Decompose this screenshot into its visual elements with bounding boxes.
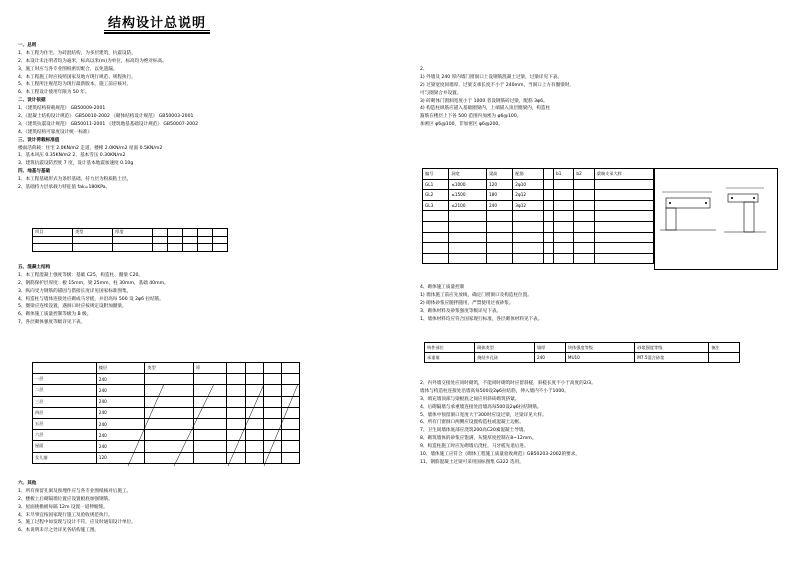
- note-line: 2) 砌体砂浆应随拌随用，严禁使用过夜砂浆。: [420, 300, 514, 306]
- note-line: 5、墙体中预留洞口宽度大于300时应设过梁，过梁详见大样。: [420, 412, 547, 418]
- note-line: 6、本工程设计使用年限为 50 年。: [18, 90, 90, 96]
- note-line: 3) 砖砌体门窗洞宽度小于 1000 者设钢筋砖过梁，配筋 3φ6。: [420, 98, 548, 104]
- table-cell: [183, 236, 198, 244]
- table-cell: [554, 243, 574, 254]
- note-line: 可与圈梁合并设置。: [420, 90, 462, 96]
- table-cell: [513, 243, 544, 254]
- table-cell: [594, 211, 653, 222]
- table-cell: [544, 243, 554, 254]
- table-header-cell: [198, 229, 213, 237]
- note-line: 加密区 φ6@100，非加密区 φ6@200。: [420, 122, 503, 128]
- note-line: 5、施工过程中如发现与设计不符，应及时通知设计单位。: [18, 520, 136, 526]
- table-cell: [449, 211, 487, 222]
- note-line: 2、《混凝土结构设计规范》 GB50010-2002 《砌体结构设计规范》 GB50003-2001: [18, 114, 194, 120]
- table-cell: [73, 244, 113, 252]
- note-line: 6、所有门窗洞口两侧应设置构造柱或混凝土边框。: [420, 420, 524, 426]
- table-header-cell: b2: [574, 169, 594, 180]
- table-cell: 承重墙: [425, 353, 475, 363]
- table-cell: 一层: [33, 374, 97, 385]
- table-cell: 240: [96, 396, 145, 407]
- note-line: 3、施工时应与各专业图纸密切配合，以免遗漏。: [18, 66, 118, 72]
- note-line: 1、本工程基础形式为条形基础，持力层为粉质粘土层。: [18, 177, 132, 183]
- table-cell: GL3: [423, 200, 449, 211]
- lintel-support-detail: [656, 176, 776, 256]
- note-line: 1、基本风压 0.35KN/m2 2、基本雪压 0.30KN/m2: [18, 153, 126, 159]
- note-line: 3、建筑抗震设防烈度 7 度，设计基本地震加速度 0.10g: [18, 161, 134, 167]
- note-line: 五、混凝土结构: [18, 265, 51, 270]
- table-cell: [33, 244, 73, 252]
- table-cell: [554, 232, 574, 243]
- note-line: 4、砌体施工质量控制: [420, 285, 465, 290]
- note-line: 箍筋在楼层上下各 500 范围内加密为 φ6@100。: [420, 114, 522, 120]
- table-header-cell: [183, 229, 198, 237]
- table-cell: [513, 232, 544, 243]
- title-underline: [104, 30, 210, 31]
- note-line: 2、: [420, 67, 428, 72]
- table-cell: 240: [486, 200, 512, 211]
- table-cell: [554, 211, 574, 222]
- note-line: 1) 墙体施工前应先放线，确定门窗洞口及构造柱位置。: [420, 292, 532, 298]
- table-header-cell: 配筋: [513, 169, 544, 180]
- table-cell: [554, 200, 574, 211]
- table-cell: [449, 221, 487, 232]
- drawing-title: 结构设计总说明: [108, 16, 207, 31]
- table-header-cell: [168, 229, 183, 237]
- table-header-cell: [213, 229, 228, 237]
- table-cell: MU10: [565, 353, 634, 363]
- table-cell: 屋面: [33, 441, 97, 452]
- table-cell: [554, 190, 574, 201]
- note-line: 9、构造柱施工时应先砌墙后浇柱，马牙槎先退后进。: [420, 444, 529, 450]
- note-line: 4、构造柱与墙体连接处应砌成马牙槎，并沿高每 500 设 2φ6 拉结筋。: [18, 296, 164, 302]
- table-cell: ≤1500: [449, 190, 487, 201]
- table-row: [425, 353, 740, 363]
- table-cell: [513, 253, 544, 264]
- table-cell: [544, 232, 554, 243]
- note-line: 2、基础持力层承载力特征值 fak=180KPa。: [18, 185, 111, 191]
- table-header-row: [425, 343, 740, 353]
- table-cell: [486, 232, 512, 243]
- note-line: 二、设计依据: [18, 98, 46, 104]
- note-line: 2、内外墙交接处应同时砌筑，不能同时砌筑时应留斜槎，斜槎长度不小于高度的2/3。: [420, 381, 596, 386]
- table-cell: 2φ12: [513, 190, 544, 201]
- table-header-cell: 砂浆强度等级: [635, 343, 709, 353]
- note-line: 6、砌体施工质量控制等级为 B 级。: [18, 312, 92, 318]
- table-cell: [544, 179, 554, 190]
- table-cell: 五层: [33, 418, 97, 429]
- note-line: 11、钢筋混凝土过梁可采用国标图集 G322 选用。: [420, 459, 524, 465]
- table-cell: [113, 236, 153, 244]
- note-line: 4) 构造柱纵筋应锚入基础圈梁内，上端锚入顶层圈梁内，构造柱: [420, 106, 551, 112]
- note-line: 10、墙体施工应符合《砌体工程施工质量验收规范》GB50203-2002的要求。: [420, 452, 580, 458]
- note-line: 2) 过梁宽度同墙厚，过梁支承长度不小于 240mm，当洞口上方有圈梁时，: [420, 82, 574, 88]
- table-cell: 厚: [193, 363, 226, 374]
- table-row: [423, 179, 654, 190]
- table-cell: 六层: [33, 430, 97, 441]
- table-cell: [168, 236, 183, 244]
- table-cell: [486, 243, 512, 254]
- note-line: 三、设计荷载标准值: [18, 137, 60, 143]
- table-cell: [594, 190, 653, 201]
- table-cell: 类型: [145, 363, 194, 374]
- table-cell: 240: [96, 418, 145, 429]
- table-cell: [198, 236, 213, 244]
- table-row: [33, 244, 228, 252]
- table-cell: [33, 236, 73, 244]
- table-cell: 四层: [33, 407, 97, 418]
- note-line: 墙体与构造柱连接处沿墙高每500设2φ6拉结筋，伸入墙内不小于1000。: [420, 388, 569, 394]
- table-cell: [594, 200, 653, 211]
- table-cell: 240: [96, 374, 145, 385]
- note-line: 2、钢筋保护层厚度：板 15mm，梁 25mm，柱 30mm，基础 40mm。: [18, 280, 169, 286]
- table-header-cell: [544, 169, 554, 180]
- table-cell: [574, 211, 594, 222]
- table-cell: [423, 211, 449, 222]
- note-line: 6、本说明未尽之处详见各结构施工图。: [18, 528, 100, 534]
- note-line: 5、圈梁应连续设置，遇洞口时应按规定设附加圈梁。: [18, 304, 127, 310]
- table-cell: 120: [96, 452, 145, 463]
- note-line: 7、各层砌体强度等级详见下表。: [18, 320, 86, 326]
- table-cell: [594, 243, 653, 254]
- table-cell: [513, 211, 544, 222]
- note-line: 3、填充墙顶部与梁板底之间应用斜砖砌筑挤紧。: [420, 396, 520, 402]
- table-cell: [486, 253, 512, 264]
- table-header-cell: 块体强度等级: [565, 343, 634, 353]
- table-header-row: [423, 169, 654, 180]
- left-notes-block-3: [18, 480, 136, 535]
- right-notes-block-1: [420, 66, 574, 129]
- note-line: 一、总则: [18, 43, 37, 48]
- table-cell: [594, 253, 653, 264]
- note-line: 2、本设计未注明者均为毫米，标高以米(m)为单位，标高均为绝对标高。: [18, 58, 167, 64]
- table-cell: [574, 253, 594, 264]
- table-cell: [544, 221, 554, 232]
- table-cell: 240: [96, 385, 145, 396]
- table-cell: [486, 211, 512, 222]
- table-cell: ≤2100: [449, 200, 487, 211]
- table-header-cell: 梁端支承大样: [594, 169, 653, 180]
- note-line: 5、本工程所注规范均为现行最新版本，施工前应核对。: [18, 82, 132, 88]
- table-cell: 三层: [33, 396, 97, 407]
- table-cell: [574, 221, 594, 232]
- note-line: 4、后砌隔墙与承重墙连接处沿墙高每500设2φ6拉结钢筋。: [420, 404, 542, 410]
- table-cell: [198, 244, 213, 252]
- table-cell: [168, 244, 183, 252]
- table-cell: [423, 221, 449, 232]
- note-line: 3、屋面挑檐板每隔 12m 设置一道伸缩缝。: [18, 504, 108, 510]
- right-notes-block-3: [420, 380, 596, 467]
- table-cell: 120: [486, 179, 512, 190]
- table-row: [423, 232, 654, 243]
- table-cell: [113, 244, 153, 252]
- table-cell: [544, 200, 554, 211]
- table-cell: 240: [534, 353, 565, 363]
- table-cell: [544, 253, 554, 264]
- table-cell: M7.5混合砂浆: [635, 353, 709, 363]
- table-row: [423, 221, 654, 232]
- table-cell: [554, 179, 574, 190]
- note-line: 楼面活荷载：住宅 2.0KN/m2 走道、楼梯 2.0KN/m2 屋面 0.5KN/m2: [18, 145, 163, 151]
- table-cell: [554, 221, 574, 232]
- table-cell: [153, 236, 168, 244]
- note-line: 六、其他: [18, 481, 37, 486]
- left-notes-block-2: [18, 264, 169, 327]
- table-cell: [574, 200, 594, 211]
- table-cell: 180: [486, 190, 512, 201]
- table-cell: [449, 232, 487, 243]
- note-line: 4、本工程施工时应按照国家及地方现行规范、规程执行。: [18, 74, 136, 80]
- masonry-material-table: [424, 342, 740, 363]
- table-header-cell: 梁高: [486, 169, 512, 180]
- table-cell: 楼层: [96, 363, 145, 374]
- table-row: [423, 190, 654, 201]
- table-cell: [449, 253, 487, 264]
- table-header-cell: 项目: [33, 229, 73, 237]
- note-line: 1、所有预留孔洞及预埋件应与各专业图纸核对后施工。: [18, 488, 132, 494]
- note-line: 2、楼板上后砌隔墙位置应设置板底加强钢筋。: [18, 496, 113, 502]
- table-header-cell: b1: [554, 169, 574, 180]
- table-header-cell: 编号: [423, 169, 449, 180]
- note-line: 3、《建筑抗震设计规范》 GB50011-2001 《建筑地基基础设计规范》 GB50007-2002: [18, 121, 199, 127]
- table-row: [423, 253, 654, 264]
- table-header-cell: 备注: [709, 343, 740, 353]
- wind-load-table: [32, 228, 228, 252]
- table-cell: [594, 179, 653, 190]
- left-notes-block-1: [18, 42, 198, 192]
- table-cell: GL2: [423, 190, 449, 201]
- table-cell: [594, 221, 653, 232]
- table-header-cell: 洞宽: [449, 169, 487, 180]
- table-cell: [574, 179, 594, 190]
- table-header-cell: 墙厚: [534, 343, 565, 353]
- table-cell: 3φ12: [513, 200, 544, 211]
- table-cell: [423, 243, 449, 254]
- note-line: 8、砌筑墙体的砂浆应饱满，灰缝厚度控制在8~12mm。: [420, 436, 537, 442]
- table-cell: [544, 211, 554, 222]
- table-cell: [449, 243, 487, 254]
- table-cell: 女儿墙: [33, 452, 97, 463]
- table-header-row: [33, 229, 228, 237]
- table-cell: [423, 232, 449, 243]
- table-cell: [153, 244, 168, 252]
- note-line: 1、《建筑结构荷载规范》 GB50009-2001: [18, 106, 106, 112]
- table-cell: [574, 232, 594, 243]
- note-line: 1、墙体材料均应符合国家现行标准，各层砌体材料见下表。: [420, 316, 543, 322]
- table-row: [423, 200, 654, 211]
- note-line: 4、未尽事宜按国家现行施工及验收规范执行。: [18, 512, 113, 518]
- table-header-cell: 构件部位: [425, 343, 475, 353]
- note-line: 3、纵向受力钢筋的锚固与搭接长度详见国家标准图集。: [18, 288, 132, 294]
- table-cell: [574, 190, 594, 201]
- table-cell: [183, 244, 198, 252]
- table-cell: [709, 353, 740, 363]
- note-line: 四、地基与基础: [18, 169, 51, 175]
- note-line: 7、卫生间墙体底部应浇筑200高C20素混凝土导墙。: [420, 428, 529, 434]
- table-header-cell: 类型: [73, 229, 113, 237]
- table-cell: [554, 253, 574, 264]
- table-header-cell: 砌体类型: [475, 343, 535, 353]
- table-cell: [423, 253, 449, 264]
- table-cell: 240: [96, 441, 145, 452]
- note-line: 1) 外墙及 240 厚内墙门窗洞口上设钢筋混凝土过梁，过梁详见下表。: [420, 74, 562, 80]
- table-cell: [544, 190, 554, 201]
- note-line: 3、砌体材料及砂浆强度等级详见下表。: [420, 308, 502, 314]
- table-cell: [513, 221, 544, 232]
- table-cell: [213, 244, 228, 252]
- right-notes-block-2: [420, 284, 542, 323]
- note-line: 1、本工程混凝土强度等级：基础 C25，构造柱、圈梁 C20。: [18, 272, 144, 278]
- title-underline-bold: [104, 32, 210, 34]
- table-cell: ≤1000: [449, 179, 487, 190]
- table-cell: 二层: [33, 385, 97, 396]
- lintel-table: [422, 168, 654, 264]
- table-header-cell: 厚度: [113, 229, 153, 237]
- table-row: [423, 211, 654, 222]
- table-row: [423, 243, 654, 254]
- table-cell: 240: [96, 430, 145, 441]
- note-line: 1、本工程为住宅，为砖混结构，为多层建筑，抗震设防。: [18, 50, 136, 56]
- table-header-cell: [153, 229, 168, 237]
- note-line: 4、《建筑结构可靠度设计统一标准》: [18, 129, 93, 135]
- load-table-diagonals: [32, 362, 300, 468]
- table-cell: [213, 236, 228, 244]
- table-cell: [73, 236, 113, 244]
- table-cell: [486, 221, 512, 232]
- table-cell: GL1: [423, 179, 449, 190]
- table-cell: 240: [96, 407, 145, 418]
- table-cell: 烧结多孔砖: [475, 353, 535, 363]
- table-cell: 2φ10: [513, 179, 544, 190]
- table-cell: [594, 232, 653, 243]
- table-cell: [574, 243, 594, 254]
- table-row: [33, 236, 228, 244]
